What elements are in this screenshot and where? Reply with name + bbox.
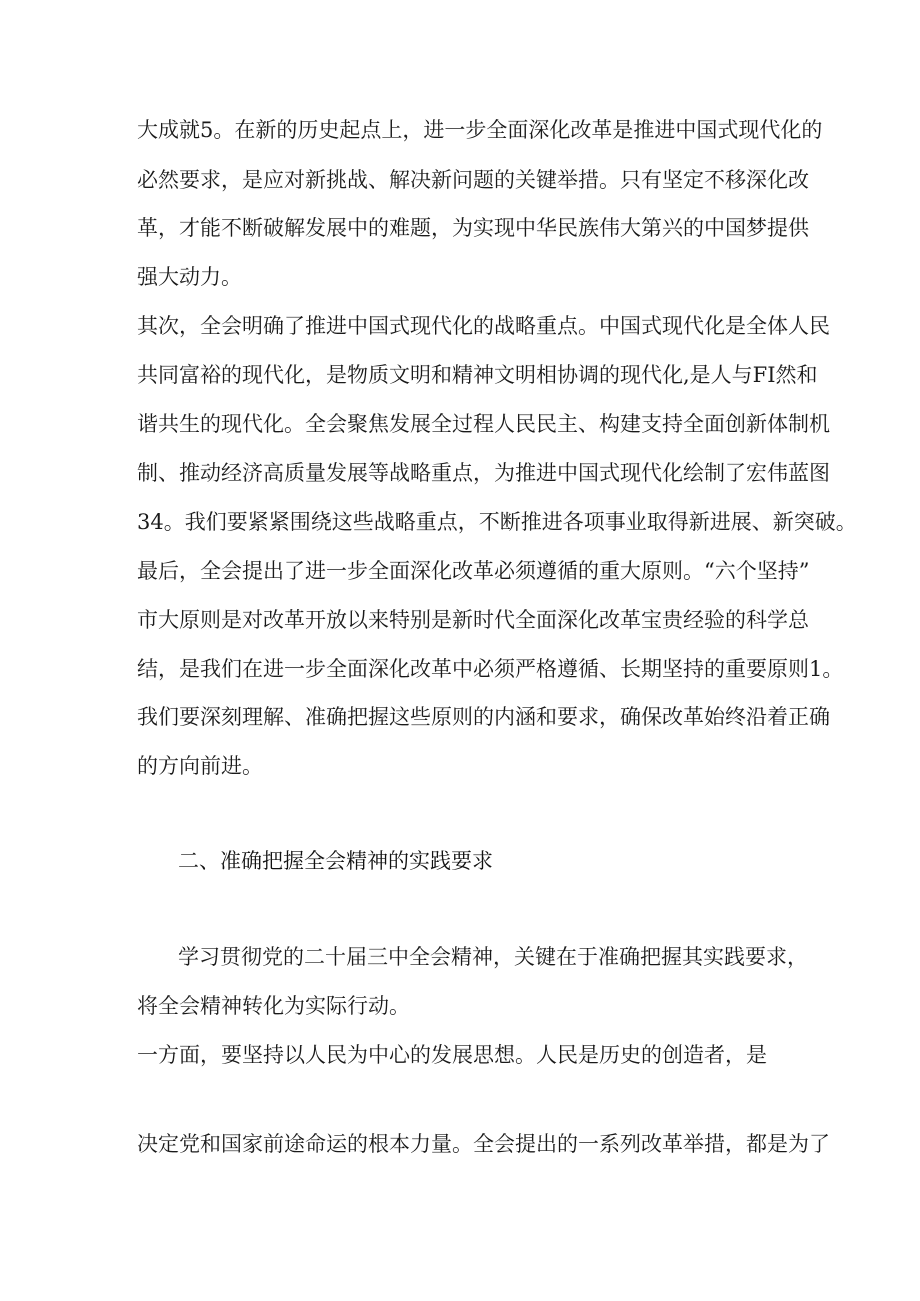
- paragraph-2-line-1: 其次，全会明确了推进中国式现代化的战略重点。中国式现代化是全体人民: [137, 314, 830, 338]
- paragraph-2-line-2: 共同富裕的现代化，是物质文明和精神文明相协调的现代化,是人与FI然和: [137, 363, 818, 387]
- paragraph-1-line-2: 必然要求，是应对新挑战、解决新问题的关键举措。只有坚定不移深化改: [137, 168, 809, 192]
- paragraph-1-line-4: 强大动力。: [137, 265, 242, 289]
- paragraph-3-line-5: 的方向前进。: [137, 754, 263, 778]
- paragraph-5-line-1: 一方面，要坚持以人民为中心的发展思想。人民是历史的创造者，是: [137, 1043, 767, 1067]
- paragraph-1-line-3: 革，才能不断破解发展中的难题，为实现中华民族伟大第兴的中国梦提供: [137, 216, 809, 240]
- paragraph-4-line-2: 将全会精神转化为实际行动。: [137, 994, 410, 1018]
- paragraph-3-line-3: 结，是我们在进一步全面深化改革中必须严格遵循、长期坚持的重要原则1。: [137, 657, 844, 681]
- paragraph-2-line-4: 制、推动经济高质量发展等战略重点，为推进中国式现代化绘制了宏伟蓝图: [137, 461, 830, 485]
- paragraph-3-line-1: 最后，全会提出了进一步全面深化改革必须遵循的重大原则。“六个坚持”: [137, 559, 810, 583]
- paragraph-5-line-2: 决定党和国家前途命运的根本力量。全会提出的一系列改革举措，都是为了: [137, 1132, 830, 1156]
- section-heading: 二、准确把握全会精神的实践要求: [178, 849, 493, 873]
- paragraph-3-line-2: 市大原则是对改革开放以来特别是新时代全面深化改革宝贵经验的科学总: [137, 608, 809, 632]
- paragraph-4-line-1: 学习贯彻党的二十届三中全会精神，关键在于准确把握其实践要求，: [178, 945, 808, 969]
- paragraph-2-line-3: 谐共生的现代化。全会聚焦发展全过程人民民主、构建支持全面创新体制机: [137, 412, 830, 436]
- paragraph-1-line-1: 大成就5。在新的历史起点上，进一步全面深化改革是推进中国式现代化的: [137, 118, 823, 142]
- paragraph-2-line-5: 34。我们要紧紧围绕这些战略重点，不断推进各项事业取得新进展、新突破。: [137, 510, 857, 534]
- paragraph-3-line-4: 我们要深刻理解、准确把握这些原则的内涵和要求，确保改革始终沿着正确: [137, 705, 830, 729]
